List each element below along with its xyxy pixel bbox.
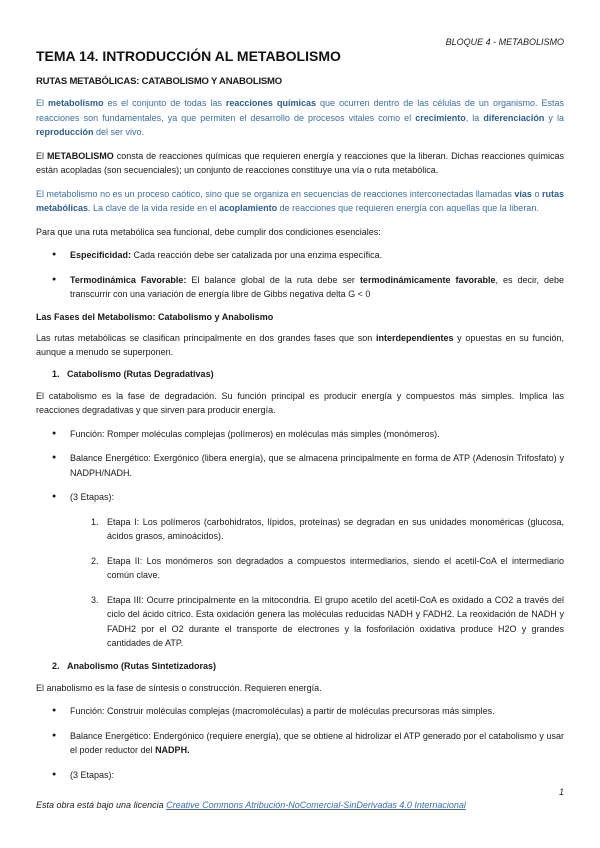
- list-item: ● Función: Romper moléculas complejas (polímeros) en moléculas más simples (monómeros).: [36, 427, 564, 442]
- list-item: ● (3 Etapas):: [36, 768, 564, 783]
- list-item: ● (3 Etapas):: [36, 490, 564, 505]
- list-item: ● Especificidad: Cada reacción debe ser catalizada por una enzima específica.: [36, 248, 564, 263]
- catabolism-heading: 1. Catabolismo (Rutas Degradativas): [52, 368, 214, 379]
- intro-paragraph: El metabolismo es el conjunto de todas las reacciones químicas que ocurren dentro de las células de un organismo. Estas reacciones son fundamentales, ya que permiten el desarrollo de procesos vitales como el crecimiento, la diferenciación y la reproducción del ser vivo.: [36, 98, 565, 137]
- block-label: BLOQUE 4 - METABOLISMO: [445, 37, 564, 47]
- list-item: 3. Etapa III: Ocurre principalmente en la mitocondria. El grupo acetilo del acetil-CoA es oxidado a CO2 a través del ciclo del ácido cítrico. Esta oxidación genera las moléculas reducidas NADH y FADH2. La reoxidación de NADH y FADH2 por el O2 durante el transporte de electrones y la fosforilación oxidativa produce H2O y grandes cantidades de ATP.: [91, 594, 564, 648]
- anabolism-list: [36, 704, 564, 782]
- license-link[interactable]: Creative Commons Atribución-NoComercial-SinDerivadas 4.0 Internacional: [166, 800, 466, 810]
- license-footer: Esta obra está bajo una licencia Creative Commons Atribución-NoComercial-SinDerivadas 4.0 Internacional: [36, 800, 466, 810]
- list-item: ● Función: Construir moléculas complejas (macromoléculas) a partir de moléculas precursoras más simples.: [36, 704, 564, 719]
- list-item: ● Balance Energético: Endergónico (requiere energía), que se obtiene al hidrolizar el ATP generado por el catabolismo y usar el poder reductor del NADPH.: [36, 729, 564, 758]
- conditions-list: [36, 248, 564, 302]
- list-item: 1. Etapa I: Los polímeros (carbohidratos, lípidos, proteínas) se degradan en sus unidades monoméricas (glucosa, ácidos grasos, aminoácidos).: [91, 516, 564, 541]
- catabolism-stages: [36, 515, 564, 651]
- list-item: ● Balance Energético: Exergónico (libera energía), que se almacena principalmente en forma de ATP (Adenosín Trifosfato) y NADPH/NADH.: [36, 451, 564, 480]
- anabolism-intro: El anabolismo es la fase de síntesis o construcción. Requieren energía.: [36, 682, 322, 693]
- metabolism-definition-paragraph: El METABOLISMO consta de reacciones químicas que requieren energía y reacciones que la liberan. Dichas reacciones químicas están acopladas (son secuenciales); un conjunto de reacciones constituye una vía o ruta metabólica.: [36, 150, 564, 175]
- phases-paragraph: Las rutas metabólicas se clasifican principalmente en dos grandes fases que son interdependientes y opuestas en su función, aunque a menudo se superponen.: [36, 332, 564, 357]
- list-item: ● Termodinámica Favorable: El balance global de la ruta debe ser termodinámicamente favorable, es decir, debe transcurrir con una variación de energía libre de Gibbs negativa delta G < 0: [36, 273, 564, 302]
- catabolism-intro: El catabolismo es la fase de degradación. Su función principal es producir energía y compuestos más simples. Implica las reacciones degradativas y que sirven para producir energía.: [36, 390, 564, 415]
- phases-heading: Las Fases del Metabolismo: Catabolismo y Anabolismo: [36, 311, 274, 322]
- document-body: [36, 48, 564, 792]
- section-subtitle: RUTAS METABÓLICAS: CATABOLISMO Y ANABOLISMO: [36, 76, 282, 87]
- page-number: 1: [558, 787, 564, 797]
- conditions-intro: Para que una ruta metabólica sea funcional, debe cumplir dos condiciones esenciales:: [36, 226, 381, 237]
- anabolism-heading: 2. Anabolismo (Rutas Sintetizadoras): [52, 660, 217, 671]
- catabolism-list: [36, 427, 564, 505]
- page-title: TEMA 14. INTRODUCCIÓN AL METABOLISMO: [36, 48, 341, 64]
- list-item: 2. Etapa II: Los monómeros son degradados a compuestos intermediarios, siendo el acetil-CoA el intermediario común clave.: [91, 555, 564, 580]
- pathways-paragraph: El metabolismo no es un proceso caótico, sino que se organiza en secuencias de reacciones interconectadas llamadas vías o rutas metabólicas. La clave de la vida reside en el acoplamiento de reacciones que requieren energía con aquellas que la liberan.: [36, 188, 564, 213]
